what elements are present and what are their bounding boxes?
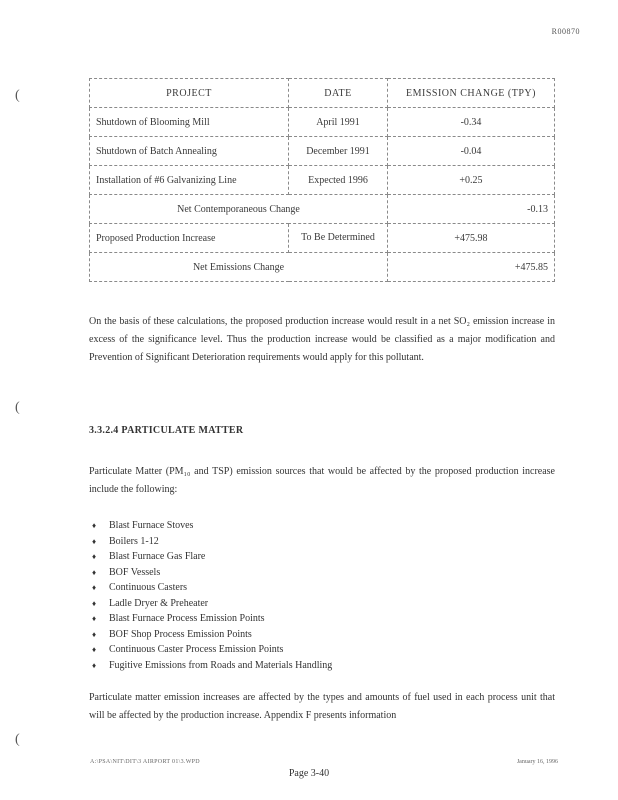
- diamond-bullet-icon: ♦: [92, 614, 97, 623]
- document-id: R00870: [551, 27, 580, 36]
- project-cell: Shutdown of Blooming Mill: [90, 108, 289, 137]
- binder-hole-mark: (: [15, 400, 20, 415]
- change-cell: -0.04: [388, 137, 555, 166]
- so2-conclusion-paragraph: On the basis of these calculations, the proposed production increase would result in a net SO₂ emission increase in excess of the significance level. Thus the production increase would be classified as a major modification and Prevention of Significant Deterioration requirements would apply for this pollutant.: [89, 316, 555, 363]
- binder-hole-mark: (: [15, 88, 20, 103]
- diamond-bullet-icon: ♦: [92, 552, 97, 561]
- list-item: ♦ Continuous Casters: [92, 580, 332, 596]
- table-header-row: [90, 79, 555, 108]
- header-emission-change: EMISSION CHANGE (TPY): [388, 79, 555, 108]
- fuel-usage-paragraph: Particulate matter emission increases are affected by the types and amounts of fuel used in each process unit that will be affected by the production increase. Appendix F presents information: [89, 692, 555, 721]
- diamond-bullet-icon: ♦: [92, 598, 97, 608]
- table-row: [90, 137, 555, 166]
- change-cell: +475.98: [388, 224, 555, 253]
- net-contemporaneous-label: Net Contemporaneous Change: [90, 195, 388, 224]
- date-cell: April 1991: [289, 108, 388, 137]
- project-cell: Shutdown of Batch Annealing: [90, 137, 289, 166]
- date-cell: December 1991: [289, 137, 388, 166]
- proposed-increase-row: [90, 224, 555, 253]
- diamond-bullet-icon: ♦: [92, 567, 97, 577]
- header-project: PROJECT: [90, 79, 289, 108]
- list-item: ♦ Fugitive Emissions from Roads and Materials Handling: [92, 658, 332, 674]
- list-item: ♦ Blast Furnace Stoves: [92, 518, 332, 534]
- diamond-bullet-icon: ♦: [92, 629, 97, 639]
- net-emissions-label: Net Emissions Change: [90, 253, 388, 282]
- change-cell: -0.34: [388, 108, 555, 137]
- file-path-footer: A:\PSA\NIT\DIT\3 AIRPORT 01\3.WPD: [90, 759, 200, 765]
- section-heading: 3.3.2.4 PARTICULATE MATTER: [89, 425, 244, 436]
- list-item: ♦ Blast Furnace Gas Flare: [92, 549, 332, 565]
- date-footer: January 16, 1996: [516, 759, 558, 765]
- diamond-bullet-icon: ♦: [92, 521, 97, 530]
- binder-hole-mark: (: [15, 732, 20, 747]
- date-cell: To Be Determined: [289, 224, 388, 253]
- emission-change-table: [89, 78, 555, 282]
- diamond-bullet-icon: ♦: [92, 583, 97, 592]
- net-contemporaneous-value: -0.13: [388, 195, 555, 224]
- date-cell: Expected 1996: [289, 166, 388, 195]
- project-cell: Proposed Production Increase: [90, 224, 289, 253]
- list-item: ♦ BOF Vessels: [92, 565, 332, 581]
- list-item: ♦ Boilers 1-12: [92, 534, 332, 550]
- page-number: Page 3-40: [288, 768, 330, 779]
- diamond-bullet-icon: ♦: [92, 660, 97, 670]
- net-contemporaneous-row: [90, 195, 555, 224]
- list-item: ♦ Continuous Caster Process Emission Points: [92, 642, 332, 658]
- table-row: [90, 166, 555, 195]
- diamond-bullet-icon: ♦: [92, 536, 97, 546]
- list-item: ♦ Blast Furnace Process Emission Points: [92, 611, 332, 627]
- net-emissions-row: [90, 253, 555, 282]
- header-date: DATE: [289, 79, 388, 108]
- diamond-bullet-icon: ♦: [92, 645, 97, 654]
- particulate-intro-paragraph: Particulate Matter (PM₁₀ and TSP) emission sources that would be affected by the proposed production increase include the following:: [89, 466, 555, 495]
- net-emissions-value: +475.85: [388, 253, 555, 282]
- list-item: ♦ BOF Shop Process Emission Points: [92, 627, 332, 643]
- table-row: [90, 108, 555, 137]
- change-cell: +0.25: [388, 166, 555, 195]
- list-item: ♦ Ladle Dryer & Preheater: [92, 596, 332, 612]
- project-cell: Installation of #6 Galvanizing Line: [90, 166, 289, 195]
- emission-sources-list: [92, 518, 332, 673]
